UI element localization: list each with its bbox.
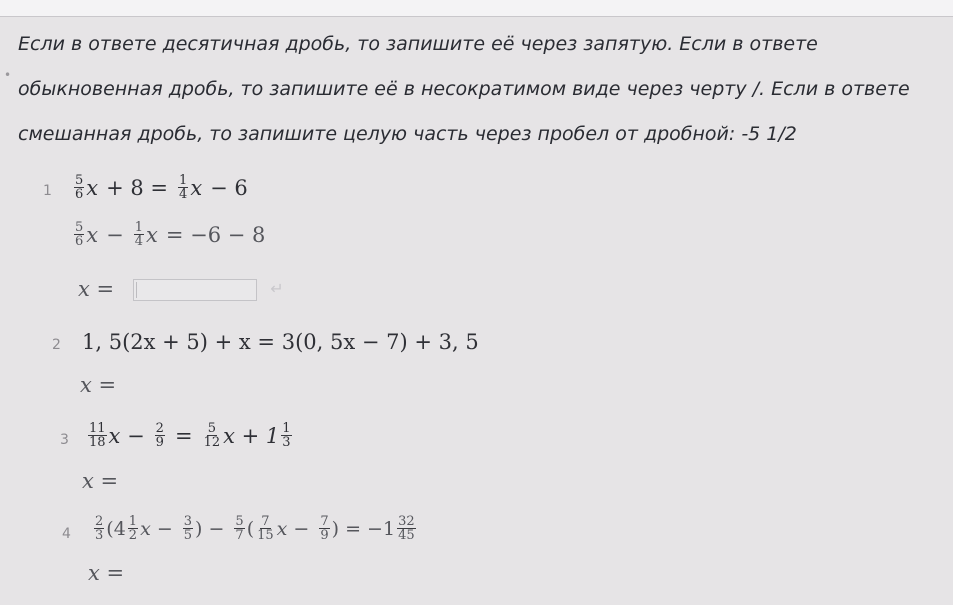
- problem-3-equation: $\frac{11}{18}$ x − $\frac{2}{9}$ = $\frac{5}{12}$ x + 1 $\frac{1}{3}$: [89, 421, 291, 450]
- problem-1-step: $\frac{5}{6}$ x − $\frac{1}{4}$ x = −6 − 8: [75, 220, 266, 249]
- fraction: $\frac{5}{12}$: [203, 421, 221, 450]
- fraction: $\frac{5}{7}$: [235, 514, 244, 543]
- problem-3-number: 3: [60, 432, 69, 448]
- problem-3-answer-label: x =: [82, 469, 119, 493]
- problem-2-equation: 1, 5(2x + 5) + x = 3(0, 5x − 7) + 3, 5: [82, 330, 479, 354]
- fraction: $\frac{5}{6}$: [75, 220, 84, 249]
- fraction: $\frac{3}{5}$: [183, 514, 193, 543]
- bullet-marker: •: [4, 68, 12, 82]
- problem-4-answer-label: x =: [88, 561, 125, 585]
- problem-1-equation: $\frac{5}{6}$ x + 8 = $\frac{1}{4}$ x − 6: [75, 173, 248, 202]
- problem-1-answer-input[interactable]: [133, 279, 257, 301]
- instruction-line-1: Если в ответе десятичная дробь, то запишите её через запятую. Если в ответе: [18, 33, 818, 55]
- problem-1-number: 1: [43, 183, 52, 199]
- fraction: $\frac{11}{18}$: [89, 421, 106, 450]
- fraction: $\frac{5}{6}$: [75, 173, 84, 202]
- problem-4-number: 4: [62, 526, 71, 542]
- fraction: $\frac{1}{3}$: [282, 421, 291, 450]
- fraction: $\frac{2}{3}$: [95, 514, 104, 543]
- problem-1-answer-label: x =: [78, 277, 115, 301]
- problem-2-answer-label: x =: [80, 373, 117, 397]
- text-caret: [136, 282, 137, 298]
- enter-arrow-icon[interactable]: ↵: [270, 279, 284, 298]
- instruction-line-2: обыкновенная дробь, то запишите её в несократимом виде через черту /. Если в ответе: [18, 78, 910, 100]
- fraction: $\frac{1}{4}$: [179, 173, 188, 202]
- top-bar: [0, 0, 953, 17]
- instructions: [18, 22, 938, 157]
- fraction: $\frac{7}{15}$: [257, 514, 274, 543]
- fraction: $\frac{32}{45}$: [398, 514, 415, 543]
- fraction: $\frac{1}{4}$: [134, 220, 144, 249]
- instruction-line-3: смешанная дробь, то запишите целую часть через пробел от дробной: -5 1/2: [18, 123, 797, 145]
- fraction: $\frac{7}{9}$: [320, 514, 329, 543]
- problem-2-number: 2: [52, 337, 61, 353]
- fraction: $\frac{1}{2}$: [128, 514, 138, 543]
- problem-4-equation: $\frac{2}{3}$ (4 $\frac{1}{2}$ x − $\frac{3}{5}$ ) − $\frac{5}{7}$ ( $\frac{7}{15}$ x − $\frac{7}{9}$ ) = −1 $\frac{32}{45}$: [95, 514, 415, 543]
- fraction: $\frac{2}{9}$: [155, 421, 164, 450]
